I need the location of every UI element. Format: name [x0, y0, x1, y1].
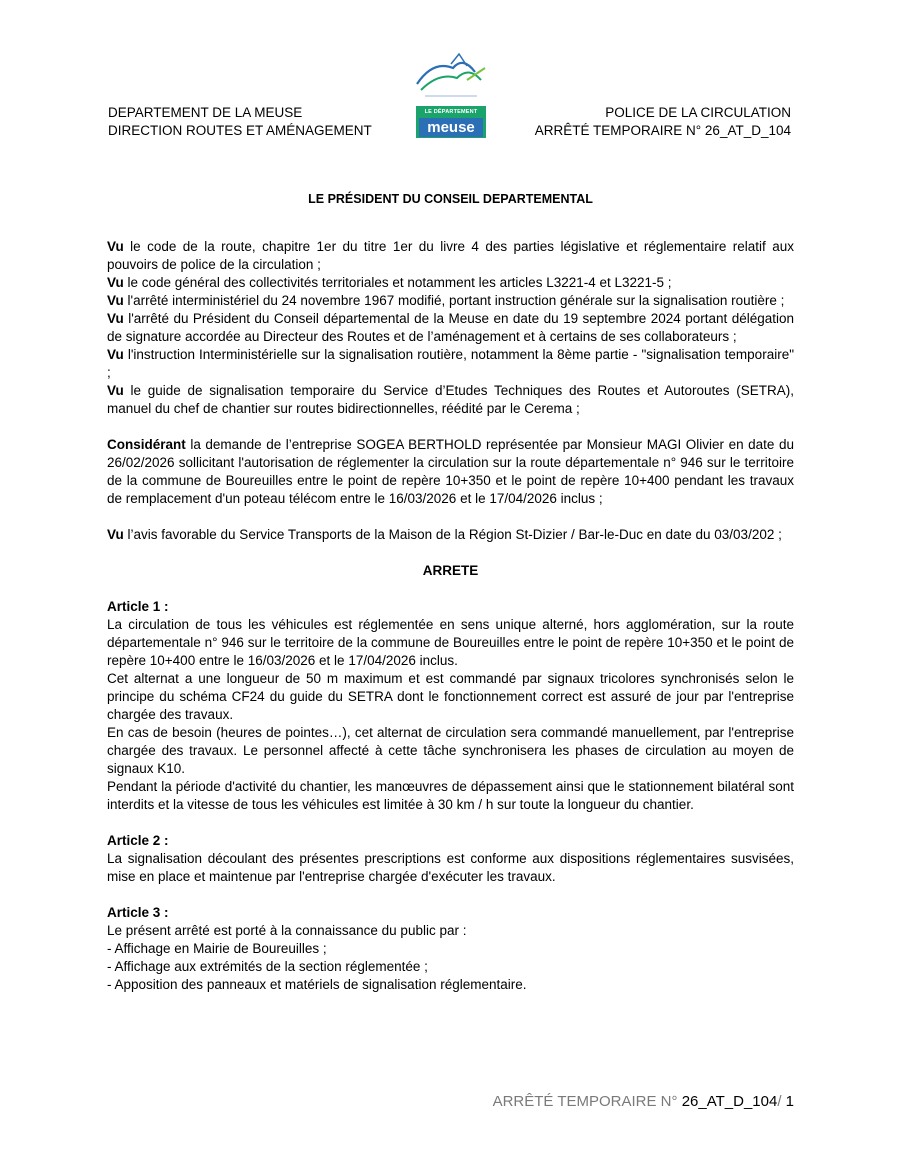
document-body	[107, 190, 794, 994]
landscape-logo-icon	[411, 50, 491, 110]
article-1	[107, 598, 794, 814]
article-paragraph: Pendant la période d'activité du chantier, les manœuvres de dépassement ainsi que le stationnement bilatéral sont interdits et la vitesse de tous les véhicules est limitée à 30 km / h sur toute la longueur du chantier.	[107, 779, 794, 812]
page-footer	[493, 1093, 794, 1110]
vu-item: Vu l'arrêté du Président du Conseil départemental de la Meuse en date du 19 septembre 2024 portant délégation de signature accordée au Directeur des Routes et de l’aménagement et à certains de ses collaborateurs ;	[107, 311, 794, 344]
page-number: 1	[785, 1093, 794, 1110]
list-item: - Apposition des panneaux et matériels de signalisation réglementaire.	[107, 977, 527, 992]
meuse-logo	[411, 50, 491, 142]
logo-name: meuse	[419, 118, 483, 137]
direction-name: DIRECTION ROUTES ET AMÉNAGEMENT	[108, 123, 372, 138]
article-paragraph: Cet alternat a une longueur de 50 m maximum et est commandé par signaux tricolores synchronisés selon le principe du schéma CF24 du guide du SETRA dont le fonctionnement correct est assuré de jour par l'entreprise chargée des travaux.	[107, 671, 794, 722]
vu-avis-paragraph: Vu l’avis favorable du Service Transports de la Maison de la Région St-Dizier / Bar-le-Duc en date du 03/03/202 ;	[107, 527, 782, 542]
considerant-paragraph: Considérant la demande de l’entreprise SOGEA BERTHOLD représentée par Monsieur MAGI Olivier en date du 26/02/2026 sollicitant l'autorisation de réglementer la circulation sur la route départementale n° 946 sur le territoire de la commune de Boureuilles entre le point de repère 10+350 et le point de repère 10+400 pendant les travaux de remplacement d'un poteau télécom entre le 16/03/2026 et le 17/04/2026 inclus ;	[107, 437, 794, 506]
footer-prefix: ARRÊTÉ TEMPORAIRE N°	[492, 1093, 682, 1110]
article-heading: Article 1 :	[107, 599, 169, 614]
header-left	[108, 104, 372, 140]
article-2	[107, 832, 794, 886]
arrete-number: ARRÊTÉ TEMPORAIRE N° 26_AT_D_104	[534, 123, 791, 138]
list-item: - Affichage en Mairie de Boureuilles ;	[107, 941, 327, 956]
footer-code: 26_AT_D_104	[681, 1093, 778, 1110]
vu-item: Vu le code de la route, chapitre 1er du titre 1er du livre 4 des parties législative et réglementaire relatif aux pouvoirs de police de la circulation ;	[107, 239, 794, 272]
vu-item: Vu l'instruction Interministérielle sur la signalisation routière, notamment la 8ème partie - "signalisation temporaire" ;	[107, 347, 794, 380]
vu-item: Vu le code général des collectivités territoriales et notamment les articles L3221-4 et L3221-5 ;	[107, 275, 672, 290]
footer-separator: /	[777, 1093, 786, 1110]
list-item: - Affichage aux extrémités de la section réglementée ;	[107, 959, 428, 974]
article-paragraph: La signalisation découlant des présentes prescriptions est conforme aux dispositions réglementaires susvisées, mise en place et maintenue par l'entreprise chargée d'exécuter les travaux.	[107, 851, 794, 884]
department-name: DEPARTEMENT DE LA MEUSE	[108, 105, 303, 120]
article-3	[107, 904, 794, 994]
vu-item: Vu le guide de signalisation temporaire du Service d’Etudes Techniques des Routes et Autoroutes (SETRA), manuel du chef de chantier sur routes bidirectionnelles, réédité par le Cerema ;	[107, 383, 794, 416]
logo-small-text: LE DÉPARTEMENT	[424, 109, 478, 115]
article-heading: Article 3 :	[107, 905, 169, 920]
article-paragraph: La circulation de tous les véhicules est réglementée en sens unique alterné, hors agglomération, sur la route départementale n° 946 sur le territoire de la commune de Boureuilles entre le point de repère 10+350 et le point de repère 10+400 entre le 16/03/2026 et le 17/04/2026 inclus.	[107, 617, 794, 668]
logo-badge	[416, 106, 486, 138]
arrete-heading: ARRETE	[422, 563, 479, 578]
vu-item: Vu l'arrêté interministériel du 24 novembre 1967 modifié, portant instruction générale sur la signalisation routière ;	[107, 293, 785, 308]
police-title: POLICE DE LA CIRCULATION	[605, 105, 791, 120]
header-right	[535, 104, 791, 140]
article-paragraph: Le présent arrêté est porté à la connaissance du public par :	[107, 923, 467, 938]
document-title: LE PRÉSIDENT DU CONSEIL DEPARTEMENTAL	[308, 192, 593, 206]
article-heading: Article 2 :	[107, 833, 169, 848]
article-paragraph: En cas de besoin (heures de pointes…), cet alternat de circulation sera commandé manuellement, par l'entreprise chargée des travaux. Le personnel affecté à cette tâche synchronisera les phases de circulation au moyen de signaux K10.	[107, 725, 794, 776]
vu-list	[107, 238, 794, 418]
